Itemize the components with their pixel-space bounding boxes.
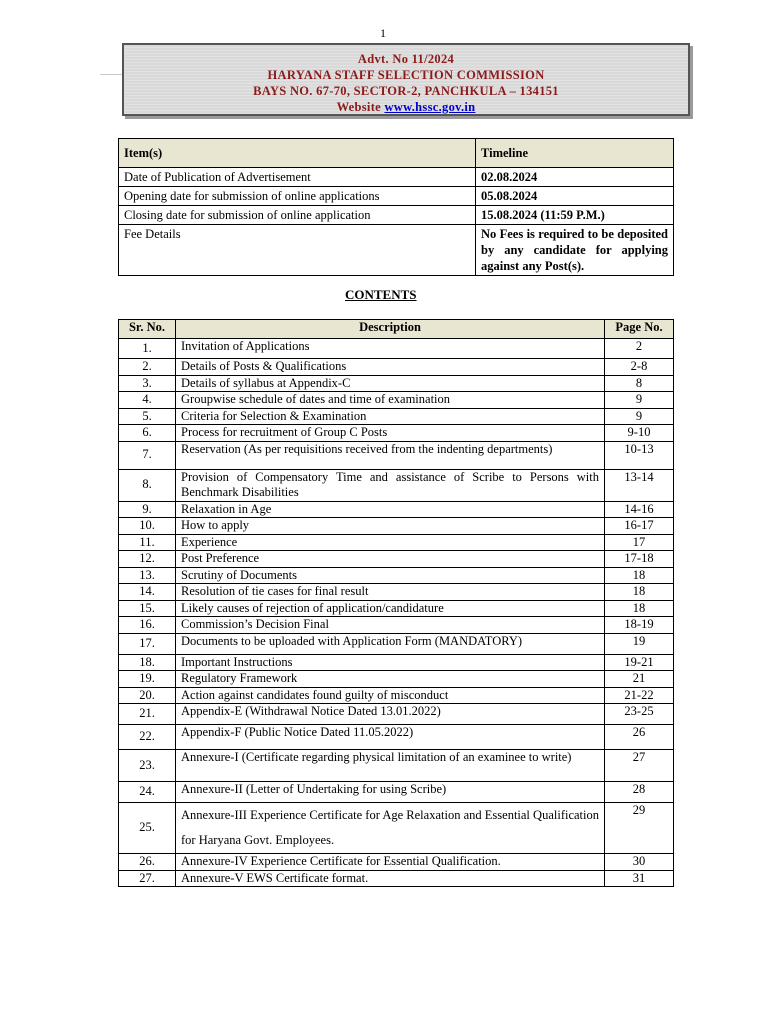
advt-number: Advt. No 11/2024 [357,52,455,66]
table-row [119,551,674,568]
contents-description: Criteria for Selection & Examination [176,408,605,425]
contents-page-no: 9-10 [605,425,674,442]
table-row [119,425,674,442]
contents-page-no: 9 [605,408,674,425]
contents-page-no: 10-13 [605,441,674,469]
page-number: 1 [380,26,386,40]
contents-page-no: 27 [605,750,674,782]
contents-sr-no: 11. [119,534,176,551]
contents-page-no: 19 [605,633,674,654]
contents-description: Important Instructions [176,654,605,671]
timeline-table [118,138,674,276]
contents-page-no: 21-22 [605,687,674,704]
contents-page-no: 18 [605,567,674,584]
contents-page-no: 2 [605,339,674,359]
timeline-item: Opening date for submission of online applications [119,187,476,206]
contents-page-no: 18 [605,600,674,617]
table-row [119,854,674,871]
contents-sr-no: 7. [119,441,176,469]
table-row [119,617,674,634]
organization-name: HARYANA STAFF SELECTION COMMISSION [267,68,545,82]
timeline-value: 05.08.2024 [476,187,674,206]
contents-description: Annexure-IV Experience Certificate for Essential Qualification. [176,854,605,871]
contents-description: Details of Posts & Qualifications [176,359,605,376]
contents-description: Resolution of tie cases for final result [176,584,605,601]
contents-page-no: 30 [605,854,674,871]
contents-title: CONTENTS [345,287,417,302]
contents-sr-no: 21. [119,704,176,725]
contents-sr-no: 3. [119,375,176,392]
contents-table [118,319,674,887]
timeline-header-item: Item(s) [119,139,476,168]
contents-page-no: 26 [605,725,674,750]
contents-description: Reservation (As per requisitions received from the indenting departments) [176,441,605,469]
contents-description: Likely causes of rejection of application/candidature [176,600,605,617]
table-row [119,441,674,469]
table-row [119,187,674,206]
contents-page-no: 13-14 [605,469,674,501]
contents-sr-no: 19. [119,671,176,688]
table-row [119,469,674,501]
contents-description: Regulatory Framework [176,671,605,688]
table-row [119,633,674,654]
contents-description: Appendix-E (Withdrawal Notice Dated 13.01.2022) [176,704,605,725]
contents-sr-no: 23. [119,750,176,782]
contents-sr-no: 13. [119,567,176,584]
table-row [119,671,674,688]
contents-header-sr: Sr. No. [119,320,176,339]
contents-sr-no: 27. [119,870,176,887]
contents-page-no: 8 [605,375,674,392]
timeline-value: 15.08.2024 (11:59 P.M.) [476,206,674,225]
contents-description: Action against candidates found guilty of misconduct [176,687,605,704]
table-row [119,803,674,854]
contents-sr-no: 20. [119,687,176,704]
contents-sr-no: 26. [119,854,176,871]
table-row [119,501,674,518]
website-line [124,99,688,115]
timeline-item: Date of Publication of Advertisement [119,168,476,187]
website-label: Website [336,100,385,114]
table-row [119,375,674,392]
contents-description: Scrutiny of Documents [176,567,605,584]
contents-page-no: 23-25 [605,704,674,725]
contents-sr-no: 22. [119,725,176,750]
contents-sr-no: 18. [119,654,176,671]
table-row [119,654,674,671]
contents-description: Commission’s Decision Final [176,617,605,634]
contents-description: Groupwise schedule of dates and time of examination [176,392,605,409]
fee-details-value: No Fees is required to be deposited by any candidate for applying against any Post(s). [476,225,674,276]
contents-description: Process for recruitment of Group C Posts [176,425,605,442]
contents-page-no: 16-17 [605,518,674,535]
contents-page-no: 2-8 [605,359,674,376]
contents-body [119,339,674,887]
contents-sr-no: 5. [119,408,176,425]
contents-sr-no: 14. [119,584,176,601]
organization-address: BAYS NO. 67-70, SECTOR-2, PANCHKULA – 134151 [253,84,559,98]
contents-page-no: 14-16 [605,501,674,518]
contents-page-no: 31 [605,870,674,887]
contents-description: Invitation of Applications [176,339,605,359]
contents-sr-no: 1. [119,339,176,359]
table-row [119,225,674,276]
contents-sr-no: 15. [119,600,176,617]
contents-description: Relaxation in Age [176,501,605,518]
contents-description: Details of syllabus at Appendix-C [176,375,605,392]
contents-page-no: 17 [605,534,674,551]
contents-description: Appendix-F (Public Notice Dated 11.05.2022) [176,725,605,750]
contents-description: Annexure-III Experience Certificate for Age Relaxation and Essential Qualification for Haryana Govt. Employees. [176,803,605,854]
table-row [119,408,674,425]
contents-header-page: Page No. [605,320,674,339]
contents-description: Experience [176,534,605,551]
contents-page-no: 18-19 [605,617,674,634]
contents-sr-no: 24. [119,782,176,803]
table-row [119,782,674,803]
contents-sr-no: 9. [119,501,176,518]
table-row [119,870,674,887]
table-row [119,359,674,376]
table-row [119,534,674,551]
table-row [119,584,674,601]
contents-header-description: Description [176,320,605,339]
table-row [119,704,674,725]
contents-page-no: 18 [605,584,674,601]
table-row [119,725,674,750]
contents-description: How to apply [176,518,605,535]
contents-page-no: 19-21 [605,654,674,671]
contents-description: Annexure-II (Letter of Undertaking for using Scribe) [176,782,605,803]
table-row [119,687,674,704]
timeline-value: 02.08.2024 [476,168,674,187]
contents-sr-no: 2. [119,359,176,376]
table-row [119,339,674,359]
table-row [119,168,674,187]
contents-sr-no: 17. [119,633,176,654]
timeline-item: Closing date for submission of online application [119,206,476,225]
contents-sr-no: 10. [119,518,176,535]
contents-description: Documents to be uploaded with Application Form (MANDATORY) [176,633,605,654]
table-row [119,392,674,409]
contents-sr-no: 16. [119,617,176,634]
table-row [119,600,674,617]
contents-page-no: 21 [605,671,674,688]
contents-description: Annexure-I (Certificate regarding physical limitation of an examinee to write) [176,750,605,782]
contents-page-no: 9 [605,392,674,409]
table-row [119,206,674,225]
contents-sr-no: 6. [119,425,176,442]
contents-description: Post Preference [176,551,605,568]
table-row [119,567,674,584]
contents-page-no: 29 [605,803,674,854]
contents-sr-no: 4. [119,392,176,409]
margin-mark [100,74,122,75]
contents-sr-no: 25. [119,803,176,854]
contents-sr-no: 12. [119,551,176,568]
timeline-header-timeline: Timeline [476,139,674,168]
contents-page-no: 28 [605,782,674,803]
contents-sr-no: 8. [119,469,176,501]
website-link[interactable]: www.hssc.gov.in [384,100,476,114]
table-row [119,750,674,782]
advertisement-header [122,43,690,116]
contents-page-no: 17-18 [605,551,674,568]
contents-description: Annexure-V EWS Certificate format. [176,870,605,887]
table-row [119,518,674,535]
timeline-item: Fee Details [119,225,476,276]
contents-description: Provision of Compensatory Time and assistance of Scribe to Persons with Benchmark Disabilities [176,469,605,501]
